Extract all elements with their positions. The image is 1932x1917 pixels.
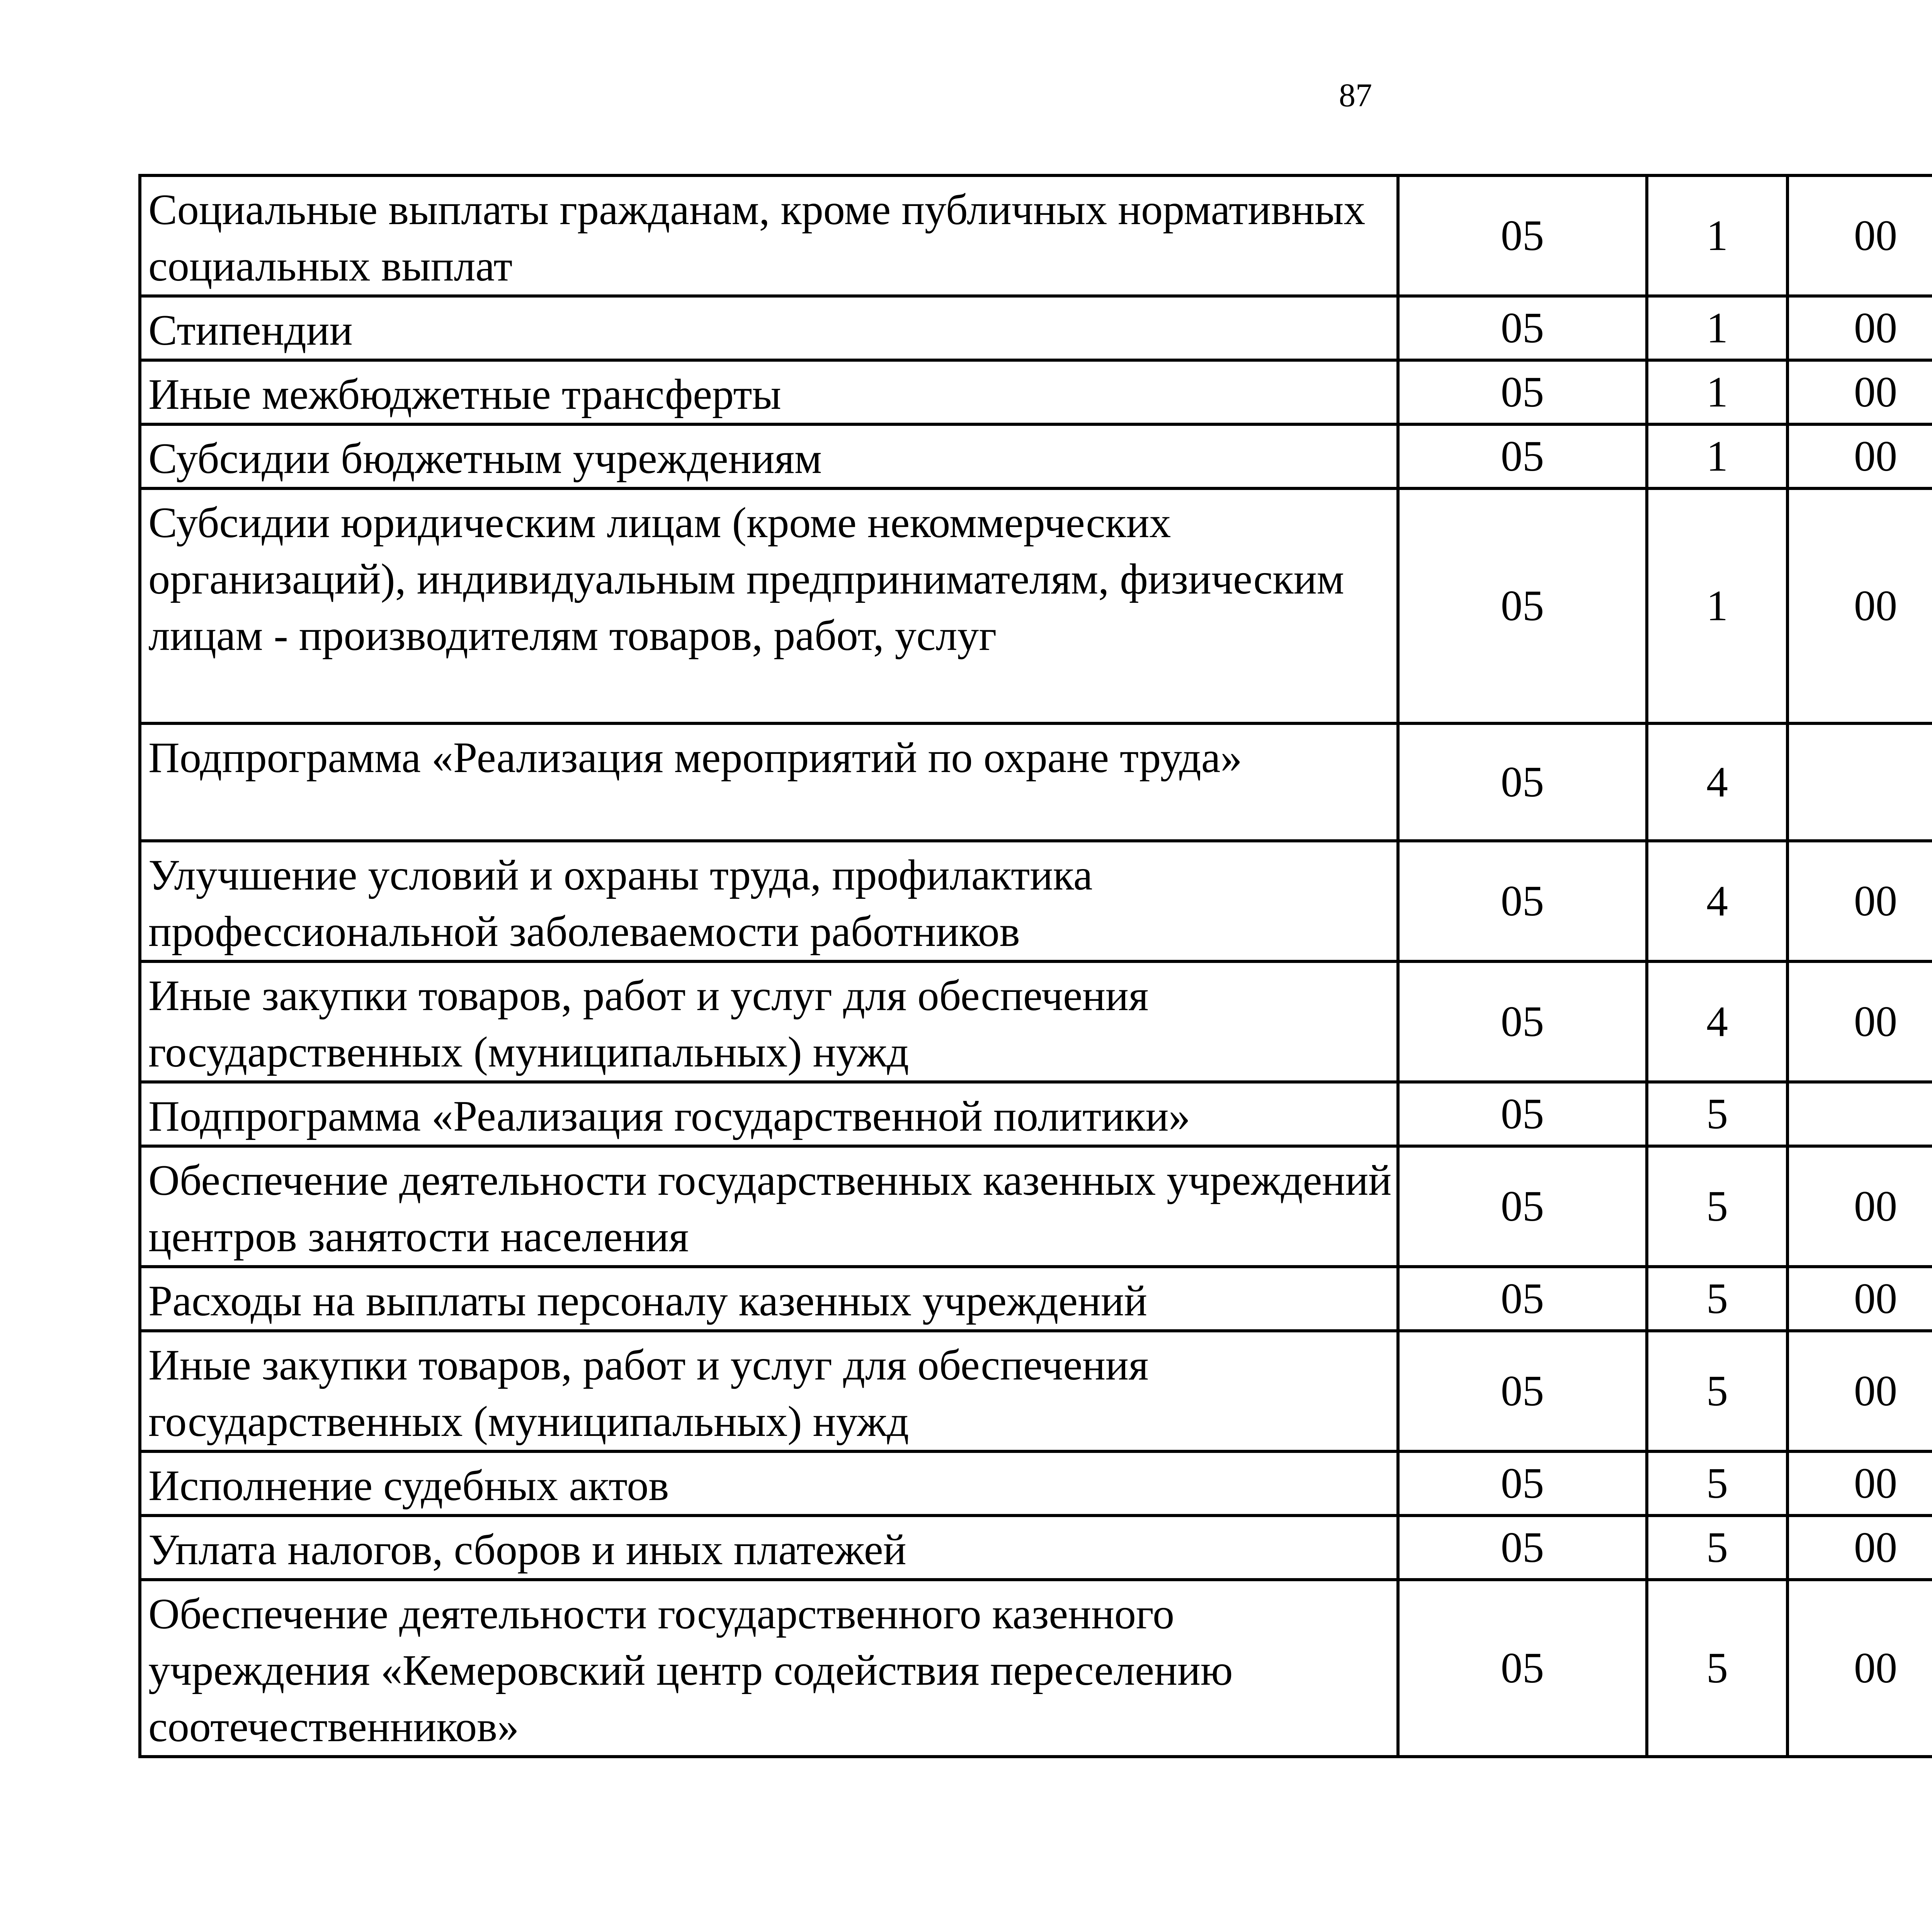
table-row bbox=[140, 1146, 1932, 1267]
table-row bbox=[140, 1267, 1932, 1331]
program-code bbox=[1787, 723, 1932, 841]
program-code: 00 bbox=[1787, 1267, 1932, 1331]
program-code: 00 bbox=[1787, 1451, 1932, 1516]
subsection-code: 5 bbox=[1647, 1580, 1787, 1757]
row-description: Субсидии бюджетным учреждениям bbox=[140, 424, 1398, 488]
row-description: Обеспечение деятельности государственных казенных учреждений центров занятости населения bbox=[140, 1146, 1398, 1267]
section-code: 05 bbox=[1398, 488, 1647, 723]
table-row bbox=[140, 723, 1932, 841]
table-row bbox=[140, 1451, 1932, 1516]
section-code: 05 bbox=[1398, 1146, 1647, 1267]
subsection-code: 5 bbox=[1647, 1267, 1787, 1331]
subsection-code: 4 bbox=[1647, 723, 1787, 841]
row-description: Иные закупки товаров, работ и услуг для обеспечения государственных (муниципальных) нужд bbox=[140, 961, 1398, 1082]
section-code: 05 bbox=[1398, 360, 1647, 424]
table-row bbox=[140, 360, 1932, 424]
program-code: 00 bbox=[1787, 841, 1932, 961]
table-row bbox=[140, 488, 1932, 723]
program-code: 00 bbox=[1787, 488, 1932, 723]
subsection-code: 5 bbox=[1647, 1331, 1787, 1451]
program-code: 00 bbox=[1787, 1516, 1932, 1580]
subsection-code: 1 bbox=[1647, 175, 1787, 296]
table-row bbox=[140, 841, 1932, 961]
budget-table bbox=[138, 174, 1932, 1758]
table-row bbox=[140, 1516, 1932, 1580]
section-code: 05 bbox=[1398, 1580, 1647, 1757]
row-description: Стипендии bbox=[140, 296, 1398, 360]
section-code: 05 bbox=[1398, 841, 1647, 961]
subsection-code: 4 bbox=[1647, 961, 1787, 1082]
program-code: 00 bbox=[1787, 1331, 1932, 1451]
row-description: Улучшение условий и охраны труда, профилактика профессиональной заболеваемости работников bbox=[140, 841, 1398, 961]
row-description: Подпрограмма «Реализация государственной политики» bbox=[140, 1082, 1398, 1146]
section-code: 05 bbox=[1398, 961, 1647, 1082]
section-code: 05 bbox=[1398, 296, 1647, 360]
section-code: 05 bbox=[1398, 1082, 1647, 1146]
subsection-code: 4 bbox=[1647, 841, 1787, 961]
program-code: 00 bbox=[1787, 1146, 1932, 1267]
subsection-code: 5 bbox=[1647, 1146, 1787, 1267]
subsection-code: 1 bbox=[1647, 488, 1787, 723]
table-row bbox=[140, 961, 1932, 1082]
row-description: Расходы на выплаты персоналу казенных учреждений bbox=[140, 1267, 1398, 1331]
program-code bbox=[1787, 1082, 1932, 1146]
subsection-code: 5 bbox=[1647, 1516, 1787, 1580]
row-description: Исполнение судебных актов bbox=[140, 1451, 1398, 1516]
row-description: Уплата налогов, сборов и иных платежей bbox=[140, 1516, 1398, 1580]
program-code: 00 bbox=[1787, 175, 1932, 296]
subsection-code: 5 bbox=[1647, 1082, 1787, 1146]
table-row bbox=[140, 1331, 1932, 1451]
program-code: 00 bbox=[1787, 961, 1932, 1082]
subsection-code: 1 bbox=[1647, 360, 1787, 424]
subsection-code: 1 bbox=[1647, 296, 1787, 360]
section-code: 05 bbox=[1398, 1516, 1647, 1580]
row-description: Субсидии юридическим лицам (кроме некоммерческих организаций), индивидуальным предпринимателям, физическим лицам - производителям товаров, работ, услуг bbox=[140, 488, 1398, 723]
row-description: Социальные выплаты гражданам, кроме публичных нормативных социальных выплат bbox=[140, 175, 1398, 296]
table-row bbox=[140, 424, 1932, 488]
section-code: 05 bbox=[1398, 1331, 1647, 1451]
row-description: Иные закупки товаров, работ и услуг для обеспечения государственных (муниципальных) нужд bbox=[140, 1331, 1398, 1451]
table-row bbox=[140, 296, 1932, 360]
section-code: 05 bbox=[1398, 424, 1647, 488]
program-code: 00 bbox=[1787, 296, 1932, 360]
section-code: 05 bbox=[1398, 723, 1647, 841]
section-code: 05 bbox=[1398, 1267, 1647, 1331]
section-code: 05 bbox=[1398, 1451, 1647, 1516]
table-row bbox=[140, 1580, 1932, 1757]
program-code: 00 bbox=[1787, 1580, 1932, 1757]
row-description: Обеспечение деятельности государственного казенного учреждения «Кемеровский центр содействия переселению соотечественников» bbox=[140, 1580, 1398, 1757]
row-description: Подпрограмма «Реализация мероприятий по охране труда» bbox=[140, 723, 1398, 841]
page-number: 87 bbox=[1339, 77, 1372, 114]
table-row bbox=[140, 175, 1932, 296]
program-code: 00 bbox=[1787, 424, 1932, 488]
subsection-code: 1 bbox=[1647, 424, 1787, 488]
table-row bbox=[140, 1082, 1932, 1146]
subsection-code: 5 bbox=[1647, 1451, 1787, 1516]
section-code: 05 bbox=[1398, 175, 1647, 296]
program-code: 00 bbox=[1787, 360, 1932, 424]
row-description: Иные межбюджетные трансферты bbox=[140, 360, 1398, 424]
